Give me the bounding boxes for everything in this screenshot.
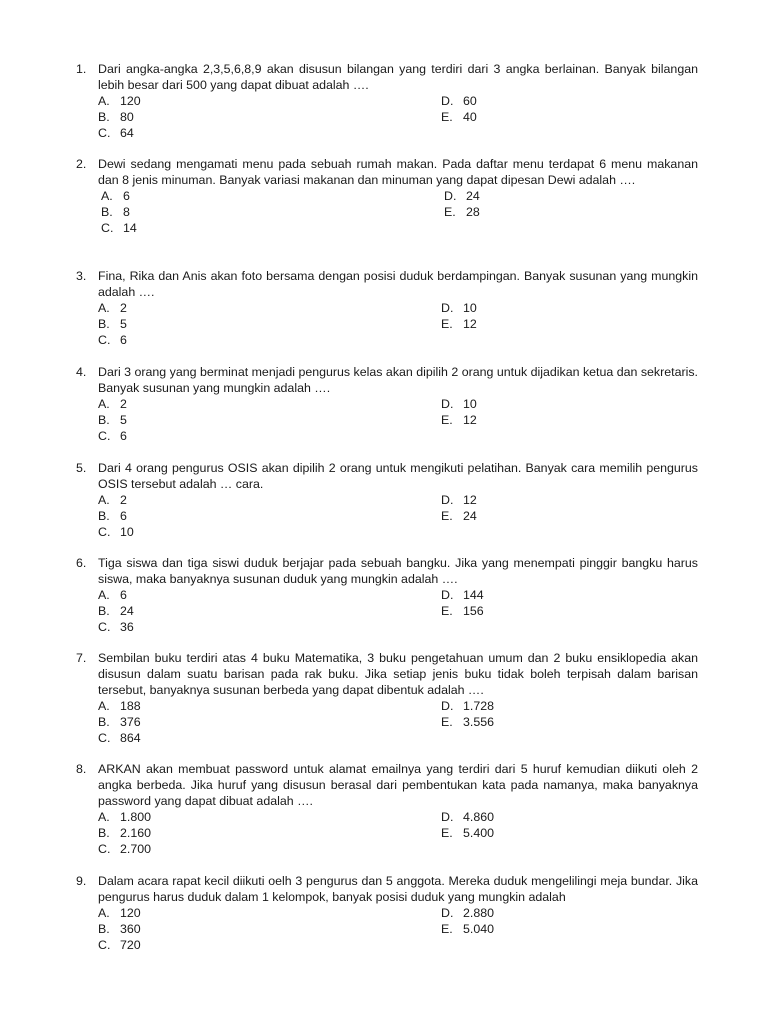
- option-value: 12: [463, 317, 477, 331]
- answer-option[interactable]: [98, 714, 441, 730]
- answer-options: [98, 698, 698, 746]
- question-text: Dalam acara rapat kecil diikuti oelh 3 pengurus dan 5 anggota. Mereka duduk mengelilingi meja bundar. Jika pengurus harus duduk dalam 1 kelompok, banyak posisi duduk yang mungkin adalah: [98, 874, 698, 904]
- option-value: 188: [120, 699, 141, 713]
- answer-options: [98, 905, 698, 953]
- question-number: 8.: [76, 762, 87, 776]
- option-letter: D.: [441, 699, 454, 713]
- option-value: 360: [120, 922, 141, 936]
- option-letter: C.: [98, 731, 111, 745]
- answer-option[interactable]: [444, 204, 704, 220]
- answer-option[interactable]: [441, 714, 701, 730]
- question-number: 6.: [76, 556, 87, 570]
- answer-options: [98, 809, 698, 857]
- answer-option[interactable]: [441, 905, 701, 921]
- answer-option[interactable]: [98, 332, 441, 348]
- option-value: 14: [123, 221, 137, 235]
- answer-option[interactable]: [98, 841, 441, 857]
- answer-option[interactable]: [98, 921, 441, 937]
- option-letter: A.: [98, 397, 110, 411]
- question-4: [76, 364, 698, 444]
- option-value: 720: [120, 938, 141, 952]
- option-value: 8: [123, 205, 130, 219]
- question-8: [76, 761, 698, 857]
- option-letter: A.: [98, 906, 110, 920]
- question-number: 3.: [76, 269, 87, 283]
- answer-option[interactable]: [98, 125, 441, 141]
- answer-option[interactable]: [98, 587, 441, 603]
- option-value: 24: [120, 604, 134, 618]
- answer-option[interactable]: [441, 396, 701, 412]
- option-letter: B.: [98, 715, 110, 729]
- option-letter: E.: [441, 826, 453, 840]
- option-letter: B.: [98, 509, 110, 523]
- option-letter: C.: [98, 938, 111, 952]
- option-value: 6: [120, 509, 127, 523]
- answer-option[interactable]: [441, 921, 701, 937]
- option-value: 10: [463, 397, 477, 411]
- question-2: [76, 156, 698, 236]
- question-text: Dari 3 orang yang berminat menjadi pengurus kelas akan dipilih 2 orang untuk dijadikan ketua dan sekretaris. Banyak susunan yang mungkin adalah ….: [98, 365, 698, 395]
- answer-option[interactable]: [441, 492, 701, 508]
- answer-options: [98, 587, 698, 635]
- option-letter: D.: [441, 588, 454, 602]
- option-value: 1.800: [120, 810, 152, 824]
- answer-options: [98, 93, 698, 141]
- option-value: 2.880: [463, 906, 495, 920]
- option-letter: A.: [98, 94, 110, 108]
- option-letter: B.: [101, 205, 113, 219]
- option-value: 24: [466, 189, 480, 203]
- answer-option[interactable]: [98, 109, 441, 125]
- answer-option[interactable]: [441, 300, 701, 316]
- option-letter: E.: [441, 413, 453, 427]
- option-value: 10: [463, 301, 477, 315]
- question-number: 1.: [76, 62, 87, 76]
- answer-option[interactable]: [441, 809, 701, 825]
- option-value: 40: [463, 110, 477, 124]
- answer-option[interactable]: [98, 524, 441, 540]
- option-letter: D.: [441, 301, 454, 315]
- question-text: ARKAN akan membuat password untuk alamat emailnya yang terdiri dari 5 huruf kemudian diikuti oleh 2 angka berbeda. Jika huruf yang disusun berasal dari pembentukan kata pada namanya, maka banyaknya password yang dapat dibuat adalah ….: [98, 762, 698, 808]
- question-1: [76, 61, 698, 141]
- option-value: 5.400: [463, 826, 495, 840]
- option-value: 2.700: [120, 842, 152, 856]
- answer-option[interactable]: [98, 428, 441, 444]
- answer-options: [101, 188, 698, 236]
- question-9: [76, 873, 698, 953]
- answer-option[interactable]: [98, 730, 441, 746]
- option-letter: D.: [441, 493, 454, 507]
- question-7: [76, 650, 698, 746]
- option-value: 1.728: [463, 699, 495, 713]
- option-letter: C.: [98, 842, 111, 856]
- option-value: 12: [463, 413, 477, 427]
- question-number: 9.: [76, 874, 87, 888]
- question-5: [76, 460, 698, 540]
- option-letter: D.: [441, 906, 454, 920]
- option-value: 64: [120, 126, 134, 140]
- option-letter: B.: [98, 317, 110, 331]
- question-text: Dari 4 orang pengurus OSIS akan dipilih 2 orang untuk mengikuti pelatihan. Banyak cara memilih pengurus OSIS tersebut adalah … cara.: [98, 461, 698, 491]
- option-value: 5: [120, 317, 127, 331]
- option-value: 6: [120, 588, 127, 602]
- option-letter: A.: [98, 699, 110, 713]
- question-number: 5.: [76, 461, 87, 475]
- option-letter: A.: [98, 493, 110, 507]
- answer-options: [98, 396, 698, 444]
- option-value: 6: [120, 429, 127, 443]
- option-value: 6: [123, 189, 130, 203]
- answer-option[interactable]: [441, 587, 701, 603]
- answer-option[interactable]: [101, 204, 444, 220]
- option-letter: D.: [441, 94, 454, 108]
- answer-option[interactable]: [98, 93, 441, 109]
- option-letter: C.: [98, 525, 111, 539]
- option-value: 5: [120, 413, 127, 427]
- question-number: 4.: [76, 365, 87, 379]
- option-letter: B.: [98, 604, 110, 618]
- question-number: 7.: [76, 651, 87, 665]
- option-letter: D.: [441, 397, 454, 411]
- option-letter: C.: [98, 333, 111, 347]
- option-letter: C.: [101, 221, 114, 235]
- option-letter: D.: [444, 189, 457, 203]
- option-value: 5.040: [463, 922, 495, 936]
- answer-option[interactable]: [441, 825, 701, 841]
- answer-option[interactable]: [98, 300, 441, 316]
- option-value: 120: [120, 906, 141, 920]
- option-value: 2: [120, 493, 127, 507]
- option-value: 10: [120, 525, 134, 539]
- answer-option[interactable]: [98, 508, 441, 524]
- answer-option[interactable]: [441, 508, 701, 524]
- option-letter: C.: [98, 429, 111, 443]
- option-letter: D.: [441, 810, 454, 824]
- option-letter: E.: [441, 317, 453, 331]
- question-3: [76, 268, 698, 348]
- question-number: 2.: [76, 157, 87, 171]
- answer-option[interactable]: [441, 93, 701, 109]
- option-value: 120: [120, 94, 141, 108]
- option-value: 28: [466, 205, 480, 219]
- question-text: Sembilan buku terdiri atas 4 buku Matematika, 3 buku pengetahuan umum dan 2 buku ensiklopedia akan disusun dalam suatu barisan pada rak buku. Jika setiap jenis buku tidak boleh terpisah dalam barisan tersebut, banyaknya susunan berbeda yang dapat dibentuk adalah ….: [98, 651, 698, 697]
- question-6: [76, 555, 698, 635]
- answer-option[interactable]: [98, 905, 441, 921]
- option-letter: A.: [101, 189, 113, 203]
- answer-option[interactable]: [98, 603, 441, 619]
- option-value: 12: [463, 493, 477, 507]
- option-letter: E.: [441, 604, 453, 618]
- answer-options: [98, 492, 698, 540]
- answer-option[interactable]: [444, 188, 704, 204]
- option-value: 80: [120, 110, 134, 124]
- answer-option[interactable]: [98, 492, 441, 508]
- answer-option[interactable]: [101, 188, 444, 204]
- option-letter: E.: [441, 110, 453, 124]
- answer-option[interactable]: [98, 937, 441, 953]
- option-letter: E.: [444, 205, 456, 219]
- option-letter: B.: [98, 110, 110, 124]
- option-letter: B.: [98, 413, 110, 427]
- answer-option[interactable]: [98, 396, 441, 412]
- option-letter: C.: [98, 620, 111, 634]
- option-letter: B.: [98, 826, 110, 840]
- option-value: 144: [463, 588, 484, 602]
- question-text: Tiga siswa dan tiga siswi duduk berjajar pada sebuah bangku. Jika yang menempati pinggir bangku harus siswa, maka banyaknya susunan duduk yang mungkin adalah ….: [98, 556, 698, 586]
- option-letter: E.: [441, 509, 453, 523]
- option-value: 4.860: [463, 810, 495, 824]
- answer-option[interactable]: [98, 809, 441, 825]
- option-letter: A.: [98, 810, 110, 824]
- option-letter: B.: [98, 922, 110, 936]
- answer-option[interactable]: [98, 316, 441, 332]
- option-value: 2.160: [120, 826, 152, 840]
- option-value: 6: [120, 333, 127, 347]
- answer-option[interactable]: [441, 698, 701, 714]
- option-value: 3.556: [463, 715, 495, 729]
- answer-option[interactable]: [98, 698, 441, 714]
- answer-option[interactable]: [441, 412, 701, 428]
- option-letter: E.: [441, 715, 453, 729]
- answer-option[interactable]: [98, 619, 441, 635]
- option-value: 864: [120, 731, 141, 745]
- answer-option[interactable]: [441, 109, 701, 125]
- option-value: 2: [120, 301, 127, 315]
- option-value: 24: [463, 509, 477, 523]
- answer-option[interactable]: [98, 412, 441, 428]
- option-letter: A.: [98, 588, 110, 602]
- option-value: 60: [463, 94, 477, 108]
- answer-option[interactable]: [441, 603, 701, 619]
- option-value: 2: [120, 397, 127, 411]
- question-text: Dari angka-angka 2,3,5,6,8,9 akan disusun bilangan yang terdiri dari 3 angka berlainan. Banyak bilangan lebih besar dari 500 yang dapat dibuat adalah ….: [98, 62, 698, 92]
- option-letter: E.: [441, 922, 453, 936]
- answer-option[interactable]: [441, 316, 701, 332]
- option-value: 376: [120, 715, 141, 729]
- answer-option[interactable]: [98, 825, 441, 841]
- answer-option[interactable]: [101, 220, 444, 236]
- question-text: Dewi sedang mengamati menu pada sebuah rumah makan. Pada daftar menu terdapat 6 menu makanan dan 8 jenis minuman. Banyak variasi makanan dan minuman yang dapat dipesan Dewi adalah ….: [98, 157, 698, 187]
- question-text: Fina, Rika dan Anis akan foto bersama dengan posisi duduk berdampingan. Banyak susunan yang mungkin adalah ….: [98, 269, 698, 299]
- option-letter: C.: [98, 126, 111, 140]
- option-letter: A.: [98, 301, 110, 315]
- answer-options: [98, 300, 698, 348]
- option-value: 36: [120, 620, 134, 634]
- option-value: 156: [463, 604, 484, 618]
